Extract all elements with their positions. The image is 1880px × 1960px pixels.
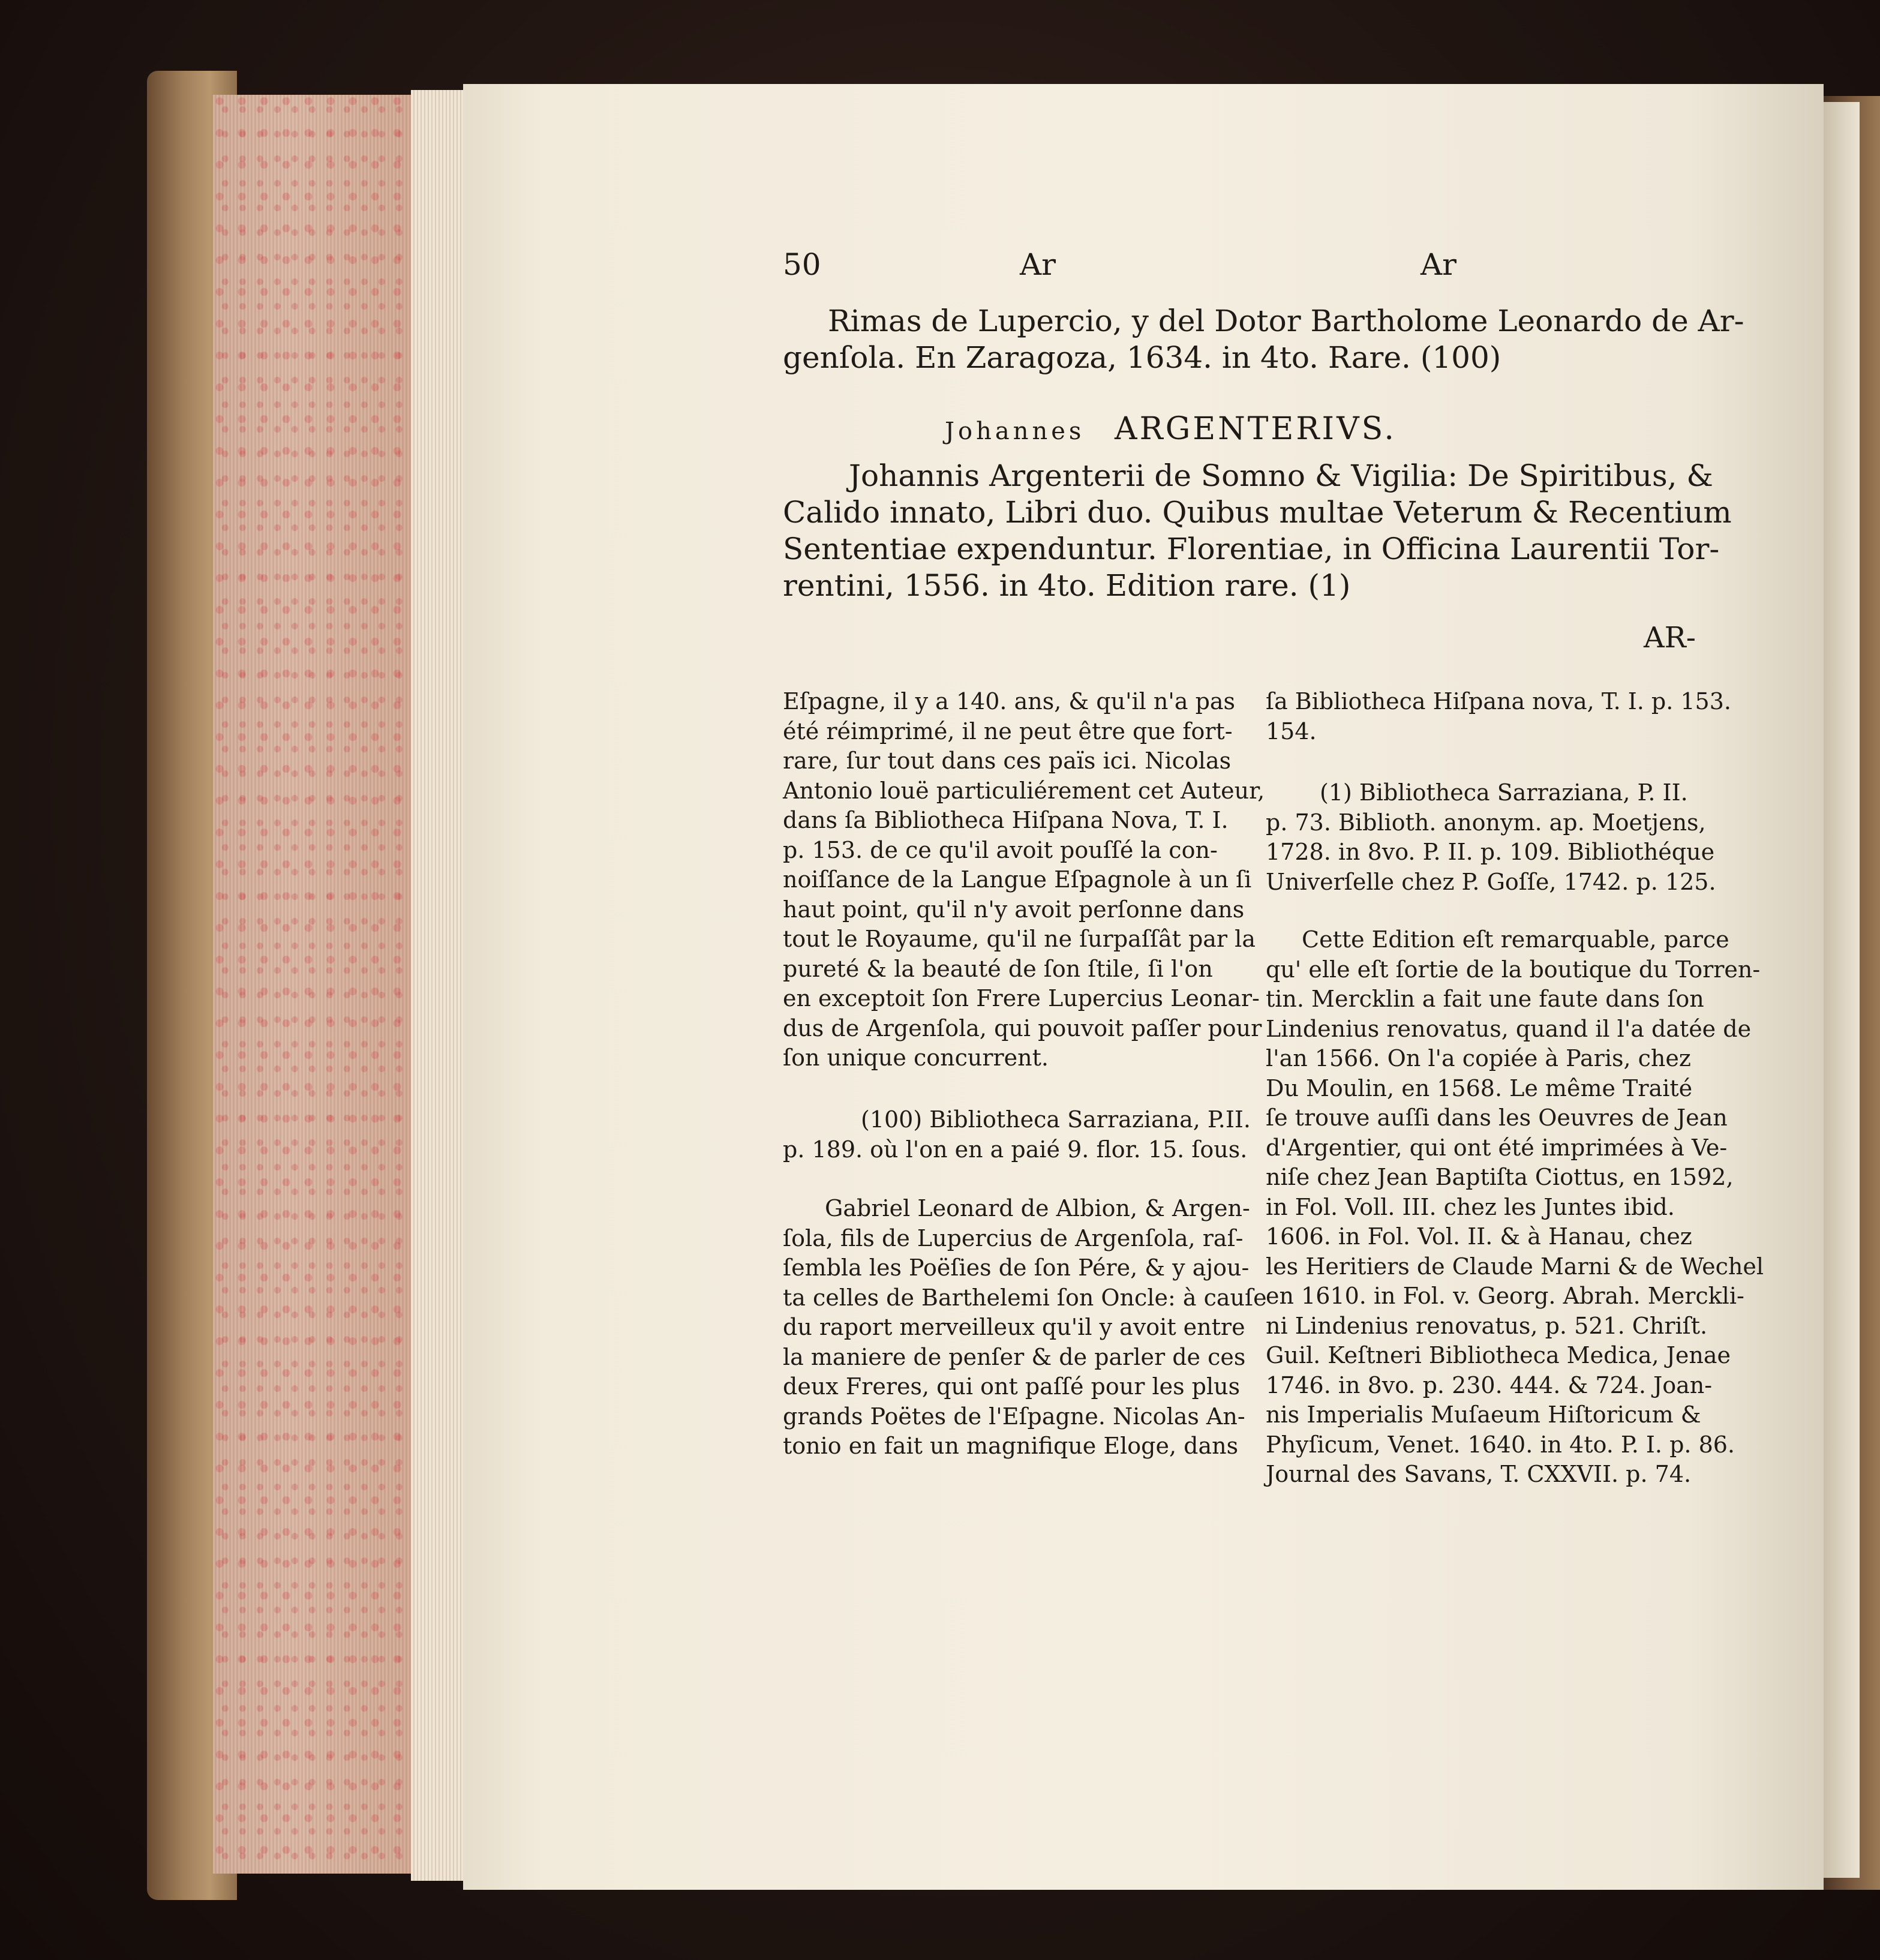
right-col-line: 1746. in 8vo. p. 230. 444. & 724. Joan-: [1266, 1371, 1713, 1398]
left-col-line: du raport merveilleux qu'il y avoit entre: [783, 1314, 1245, 1340]
left-col-line: ſola, fils de Lupercius de Argenſola, raſ-: [783, 1224, 1244, 1251]
left-col-line: la maniere de penſer & de parler de ces: [783, 1343, 1246, 1370]
right-col-line: Du Moulin, en 1568. Le même Traité: [1266, 1074, 1693, 1101]
entry-rimas: [783, 303, 1744, 376]
right-col-line: tin. Mercklin a fait une faute dans ſon: [1266, 986, 1704, 1012]
right-col-line: Lindenius renovatus, quand il l'a datée de: [1266, 1015, 1752, 1042]
entry-rimas-line: genſola. En Zaragoza, 1634. in 4to. Rare. (100): [783, 340, 1501, 375]
right-col-line: nis Imperialis Muſaeum Hiſtoricum &: [1266, 1401, 1701, 1428]
right-col-line: 154.: [1266, 718, 1317, 745]
left-col-line: dans ſa Bibliotheca Hiſpana Nova, T. I.: [783, 807, 1229, 833]
left-note-column: [783, 687, 1265, 1073]
left-col-line: deux Freres, qui ont paſſé pour les plus: [783, 1373, 1241, 1400]
left-col-line: Antonio louë particuliérement cet Auteur,: [783, 777, 1265, 804]
left-col-line: ta celles de Barthelemi ſon Oncle: à cauſe: [783, 1284, 1267, 1311]
left-note-footnote: [783, 1105, 1251, 1164]
catchword: AR-: [1644, 621, 1696, 655]
right-note-edition: [1266, 925, 1764, 1490]
left-col-line: tout le Royaume, qu'il ne ſurpaſſât par la: [783, 926, 1256, 952]
left-col-line: p. 189. où l'on en a paié 9. flor. 15. ſous.: [783, 1136, 1248, 1163]
left-col-line: été réimprimé, il ne peut être que fort-: [783, 718, 1233, 745]
right-col-line: ni Lindenius renovatus, p. 521. Chriſt.: [1266, 1312, 1708, 1339]
right-col-line: ſa Bibliotheca Hiſpana nova, T. I. p. 153.: [1266, 688, 1731, 715]
right-col-line: (1) Bibliotheca Sarraziana, P. II.: [1320, 779, 1688, 806]
right-note-column: [1266, 687, 1731, 746]
left-col-line: tonio en fait un magnifique Eloge, dans: [783, 1433, 1239, 1459]
right-col-line: 1728. in 8vo. P. II. p. 109. Bibliothéque: [1266, 839, 1715, 865]
facing-page-edge: [1824, 102, 1860, 1878]
right-col-line: 1606. in Fol. Vol. II. & à Hanau, chez: [1266, 1223, 1692, 1250]
right-col-line: Guil. Keſtneri Bibliotheca Medica, Jenae: [1266, 1342, 1731, 1368]
gutter-page-stack: [411, 90, 465, 1881]
right-col-line: les Heritiers de Claude Marni & de Wechel: [1266, 1253, 1764, 1280]
left-col-line: noiſſance de la Langue Eſpagnole à un ſi: [783, 866, 1252, 893]
left-col-line: rare, ſur tout dans ces païs ici. Nicolas: [783, 748, 1232, 774]
entry-argenterius-line: Calido innato, Libri duo. Quibus multae Veterum & Recentium: [783, 495, 1732, 530]
left-note-gabriel: [783, 1194, 1267, 1461]
left-col-line: haut point, qu'il n'y avoit perſonne dans: [783, 896, 1245, 923]
right-col-line: Univerſelle chez P. Goſſe, 1742. p. 125.: [1266, 868, 1716, 895]
right-col-line: ſe trouve auſſi dans les Oeuvres de Jean: [1266, 1104, 1728, 1131]
entry-argenterius-line: Johannis Argenterii de Somno & Vigilia: De Spiritibus, &: [849, 458, 1713, 493]
right-note-footnote: [1266, 778, 1716, 897]
entry-rimas-line: Rimas de Lupercio, y del Dotor Bartholome Leonardo de Ar-: [828, 304, 1744, 338]
left-col-line: ſembla les Poëſies de ſon Pére, & y ajou-: [783, 1254, 1250, 1281]
left-col-line: ſon unique concurrent.: [783, 1044, 1049, 1071]
entry-argenterius-line: rentini, 1556. in 4to. Edition rare. (1): [783, 568, 1351, 603]
speckled-page-edges: [213, 95, 411, 1874]
right-col-line: d'Argentier, qui ont été imprimées à Ve-: [1266, 1134, 1728, 1161]
left-col-line: dus de Argenſola, qui pouvoit paſſer pour: [783, 1014, 1262, 1041]
left-col-line: Gabriel Leonard de Albion, & Argen-: [825, 1195, 1250, 1221]
right-col-line: Phyſicum, Venet. 1640. in 4to. P. I. p. 86.: [1266, 1431, 1735, 1458]
right-col-line: l'an 1566. On l'a copiée à Paris, chez: [1266, 1045, 1691, 1071]
right-col-line: en 1610. in Fol. v. Georg. Abrah. Merckli-: [1266, 1283, 1744, 1309]
right-col-line: in Fol. Voll. III. chez les Juntes ibid.: [1266, 1193, 1675, 1220]
heading-prefix: Johannes: [945, 418, 1085, 445]
entry-argenterius: [783, 458, 1732, 604]
page-number: 50: [783, 247, 821, 282]
section-heading: [945, 411, 1397, 447]
right-col-line: qu' elle eſt ſortie de la boutique du Torren-: [1266, 956, 1761, 983]
left-col-line: pureté & la beauté de ſon ſtile, ſi l'on: [783, 955, 1213, 982]
left-col-line: p. 153. de ce qu'il avoit pouſſé la con-: [783, 836, 1218, 863]
right-col-line: Journal des Savans, T. CXXVII. p. 74.: [1266, 1461, 1692, 1487]
left-col-line: en exceptoit ſon Frere Lupercius Leonar-: [783, 985, 1260, 1011]
running-head-left: Ar: [1020, 247, 1056, 282]
left-col-line: (100) Bibliotheca Sarraziana, P.II.: [861, 1106, 1251, 1133]
entry-argenterius-line: Sententiae expenduntur. Florentiae, in Officina Laurentii Tor-: [783, 532, 1720, 566]
heading-name: ARGENTERIVS.: [1115, 411, 1397, 447]
left-col-line: Eſpagne, il y a 140. ans, & qu'il n'a pas: [783, 688, 1236, 715]
right-col-line: p. 73. Biblioth. anonym. ap. Moetjens,: [1266, 809, 1706, 836]
right-col-line: Cette Edition eſt remarquable, parce: [1302, 926, 1729, 953]
running-head-right: Ar: [1420, 247, 1457, 282]
right-col-line: niſe chez Jean Baptiſta Ciottus, en 1592,: [1266, 1164, 1734, 1190]
left-col-line: grands Poëtes de l'Eſpagne. Nicolas An-: [783, 1403, 1245, 1430]
